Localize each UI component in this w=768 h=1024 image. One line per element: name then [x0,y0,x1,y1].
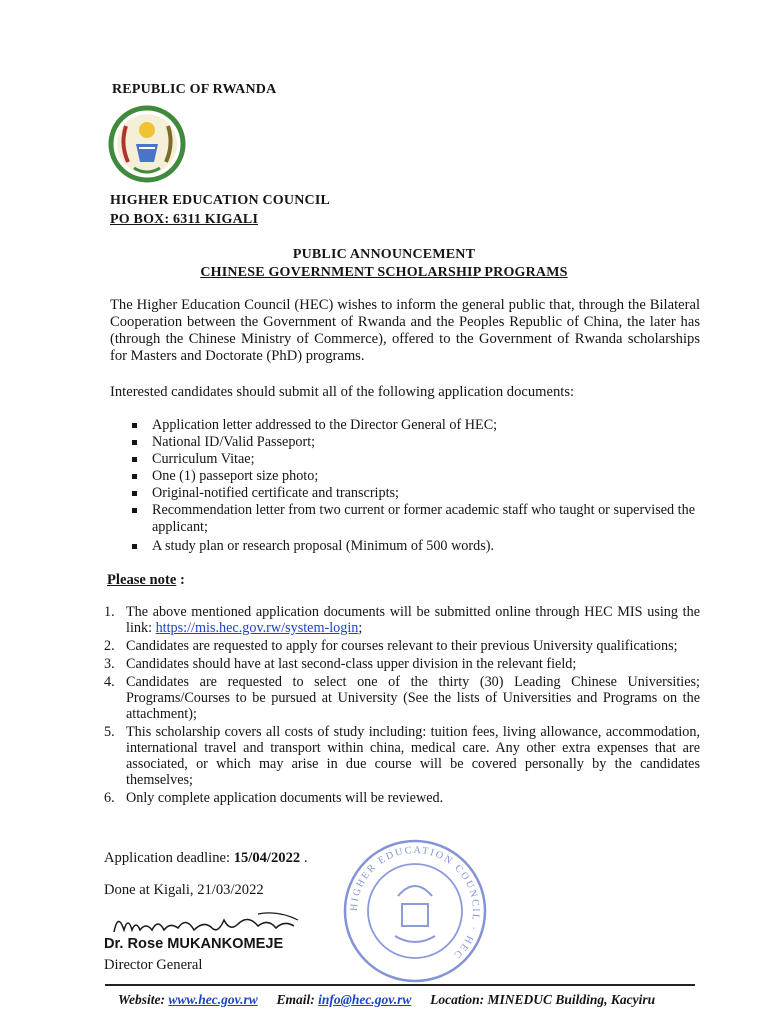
council-heading: HIGHER EDUCATION COUNCIL [110,193,331,208]
website-link[interactable]: www.hec.gov.rw [168,992,258,1007]
note-number: 4. [104,674,115,690]
note-text: This scholarship covers all costs of study including: tuition fees, living allowance, accommodation, international travel and transport within china, medical care. Any other extra expenses that are associated, or which may arise in due course will be covered personally by the candidates themselves; [126,724,700,788]
announcement-subtitle: CHINESE GOVERNMENT SCHOLARSHIP PROGRAMS [200,265,568,280]
footer-divider [105,984,695,986]
footer-contacts [118,992,718,1008]
list-item: One (1) passeport size photo; [130,468,702,485]
list-item: National ID/Valid Passeport; [130,434,702,451]
deadline-label: Application deadline: [104,850,234,866]
list-item: Application letter addressed to the Director General of HEC; [130,417,702,434]
done-at-line: Done at Kigali, 21/03/2022 [104,882,264,898]
list-item [104,674,700,722]
note-number: 2. [104,638,115,654]
republic-heading: REPUBLIC OF RWANDA [112,82,277,97]
note-text: The above mentioned application documents will be submitted online through HEC MIS using the link: [126,604,700,636]
list-item [104,638,700,654]
list-item [104,604,700,636]
stamp-text: HIGHER EDUCATION COUNCIL · HEC [348,844,482,962]
note-text: Candidates are requested to apply for courses relevant to their previous University qualifications; [126,638,678,654]
note-number: 6. [104,790,115,806]
documents-list [130,417,702,555]
note-text: Only complete application documents will be reviewed. [126,790,444,806]
website-label: Website: [118,992,169,1007]
intro-paragraph: The Higher Education Council (HEC) wishes to inform the general public that, through the Bilateral Cooperation between the Government of Rwanda and the Peoples Republic of China, the later has (through the Chinese Ministry of Commerce), offered to the Government of Rwanda scholarships for Masters and Doctorate (PhD) programs. [110,297,700,364]
signatory-title: Director General [104,957,203,973]
email-label: Email: [276,992,319,1007]
coat-of-arms-emblem [106,104,188,184]
please-note-label: Please note [107,572,177,588]
deadline-line [104,850,307,867]
signatory-name: Dr. Rose MUKANKOMEJE [104,936,284,952]
note-text: ; [358,620,363,636]
note-number: 5. [104,724,115,740]
list-item: Original-notified certificate and transcripts; [130,485,702,502]
location-text: MINEDUC Building, Kacyiru [487,992,656,1007]
list-item: Curriculum Vitae; [130,451,702,468]
list-item: A study plan or research proposal (Minimum of 500 words). [130,538,702,555]
notes-list [104,604,700,808]
mis-link[interactable]: https://mis.hec.gov.rw/system-login [155,620,359,636]
location-label: Location: [430,992,488,1007]
documents-intro: Interested candidates should submit all of the following application documents: [110,384,575,400]
note-text: Candidates are requested to select one of the thirty (30) Leading Chinese Universities; Programs/Courses to be pursued at University (See the lists of Universities and Programs on the attachment); [126,674,700,722]
please-note-colon: : [176,572,185,588]
email-link[interactable]: info@hec.gov.rw [318,992,412,1007]
pobox-line: PO BOX: 6311 KIGALI [110,212,259,227]
deadline-date: 15/04/2022 [233,850,301,866]
official-stamp [340,836,490,986]
deadline-end: . [300,850,308,866]
list-item: Recommendation letter from two current or former academic staff who taught or supervised the applicant; [130,502,702,536]
note-number: 3. [104,656,115,672]
note-text: Candidates should have at last second-class upper division in the relevant field; [126,656,577,672]
list-item [104,656,700,672]
note-number: 1. [104,604,115,620]
list-item [104,790,700,806]
list-item [104,724,700,788]
please-note-heading [107,572,185,589]
announcement-title: PUBLIC ANNOUNCEMENT [292,247,476,262]
